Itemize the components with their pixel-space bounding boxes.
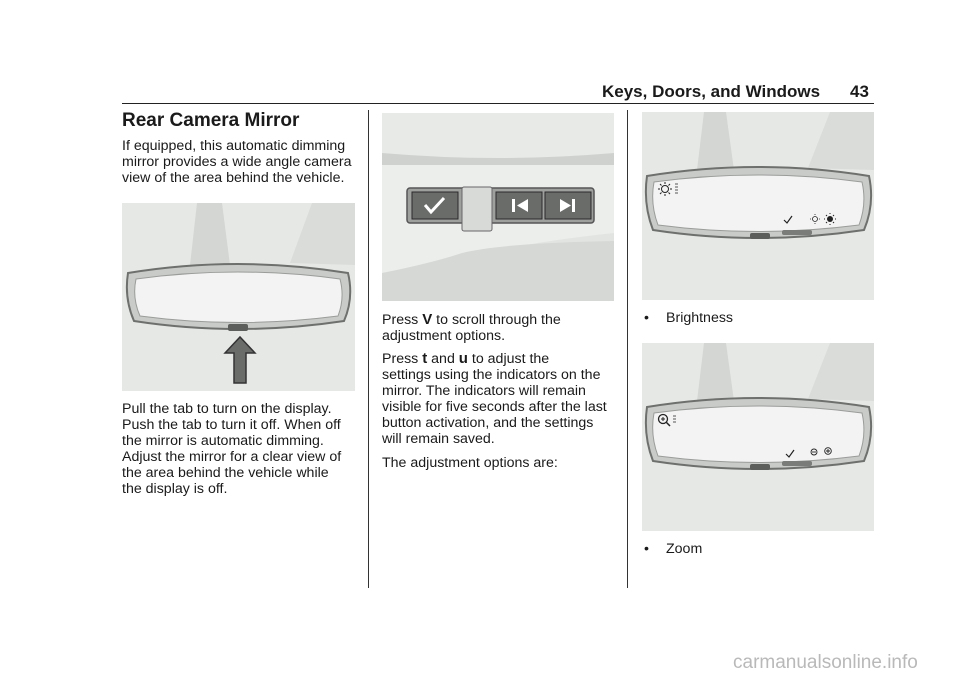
text-line	[382, 312, 561, 328]
column-divider-2	[627, 110, 628, 588]
text-segment: and	[427, 351, 459, 367]
bullet-marker: •	[644, 541, 649, 557]
check-icon: V	[422, 311, 433, 328]
footer-watermark: carmanualsonline.info	[733, 652, 918, 673]
text-segment: to adjust the	[467, 351, 550, 367]
intro-paragraph	[122, 138, 351, 186]
text-line: adjustment options.	[382, 328, 506, 344]
text-segment: Press	[382, 312, 423, 328]
next-arrow-icon: u	[458, 350, 468, 367]
page-number: 43	[850, 82, 869, 101]
press-arrows-paragraph	[382, 351, 607, 447]
bullet-text: Zoom	[666, 541, 703, 557]
previous-arrow-icon: t	[422, 350, 428, 367]
text-line: The adjustment options are:	[382, 455, 558, 471]
text-segment: Press	[382, 351, 423, 367]
text-line: If equipped, this automatic dimming	[122, 138, 346, 154]
bullet-item-zoom	[644, 541, 702, 557]
options-intro-paragraph	[382, 455, 558, 471]
figure-mirror-pull-tab	[122, 203, 355, 391]
press-check-paragraph	[382, 312, 561, 344]
text-line: settings using the indicators on the	[382, 367, 601, 383]
text-line	[382, 351, 607, 367]
running-header-section: Keys, Doors, and Windows	[602, 82, 821, 101]
text-line: mirror provides a wide angle camera	[122, 154, 352, 170]
bullet-text: Brightness	[666, 310, 734, 326]
text-segment: to scroll through the	[432, 312, 561, 328]
figure-mirror-zoom	[642, 343, 874, 531]
figure-mirror-buttons	[382, 113, 614, 301]
text-line: will remain saved.	[382, 431, 495, 447]
text-line: Adjust the mirror for a clear view of	[122, 449, 342, 465]
text-line: view of the area behind the vehicle.	[122, 170, 345, 186]
bullet-item-brightness	[644, 310, 733, 326]
bullet-marker: •	[644, 310, 649, 326]
text-line: button activation, and the settings	[382, 415, 594, 431]
text-line: visible for five seconds after the last	[382, 399, 607, 415]
text-line: mirror. The indicators will remain	[382, 383, 586, 399]
text-line: the area behind the vehicle while	[122, 465, 329, 481]
pull-tab-paragraph	[122, 401, 341, 497]
text-line: the mirror is automatic dimming.	[122, 433, 324, 449]
column-divider-1	[368, 110, 369, 588]
section-title: Rear Camera Mirror	[122, 110, 300, 131]
text-line: Pull the tab to turn on the display.	[122, 401, 332, 417]
header-rule	[122, 103, 874, 104]
text-line: Push the tab to turn it off. When off	[122, 417, 341, 433]
text-line: the display is off.	[122, 481, 228, 497]
figure-mirror-brightness	[642, 112, 874, 300]
